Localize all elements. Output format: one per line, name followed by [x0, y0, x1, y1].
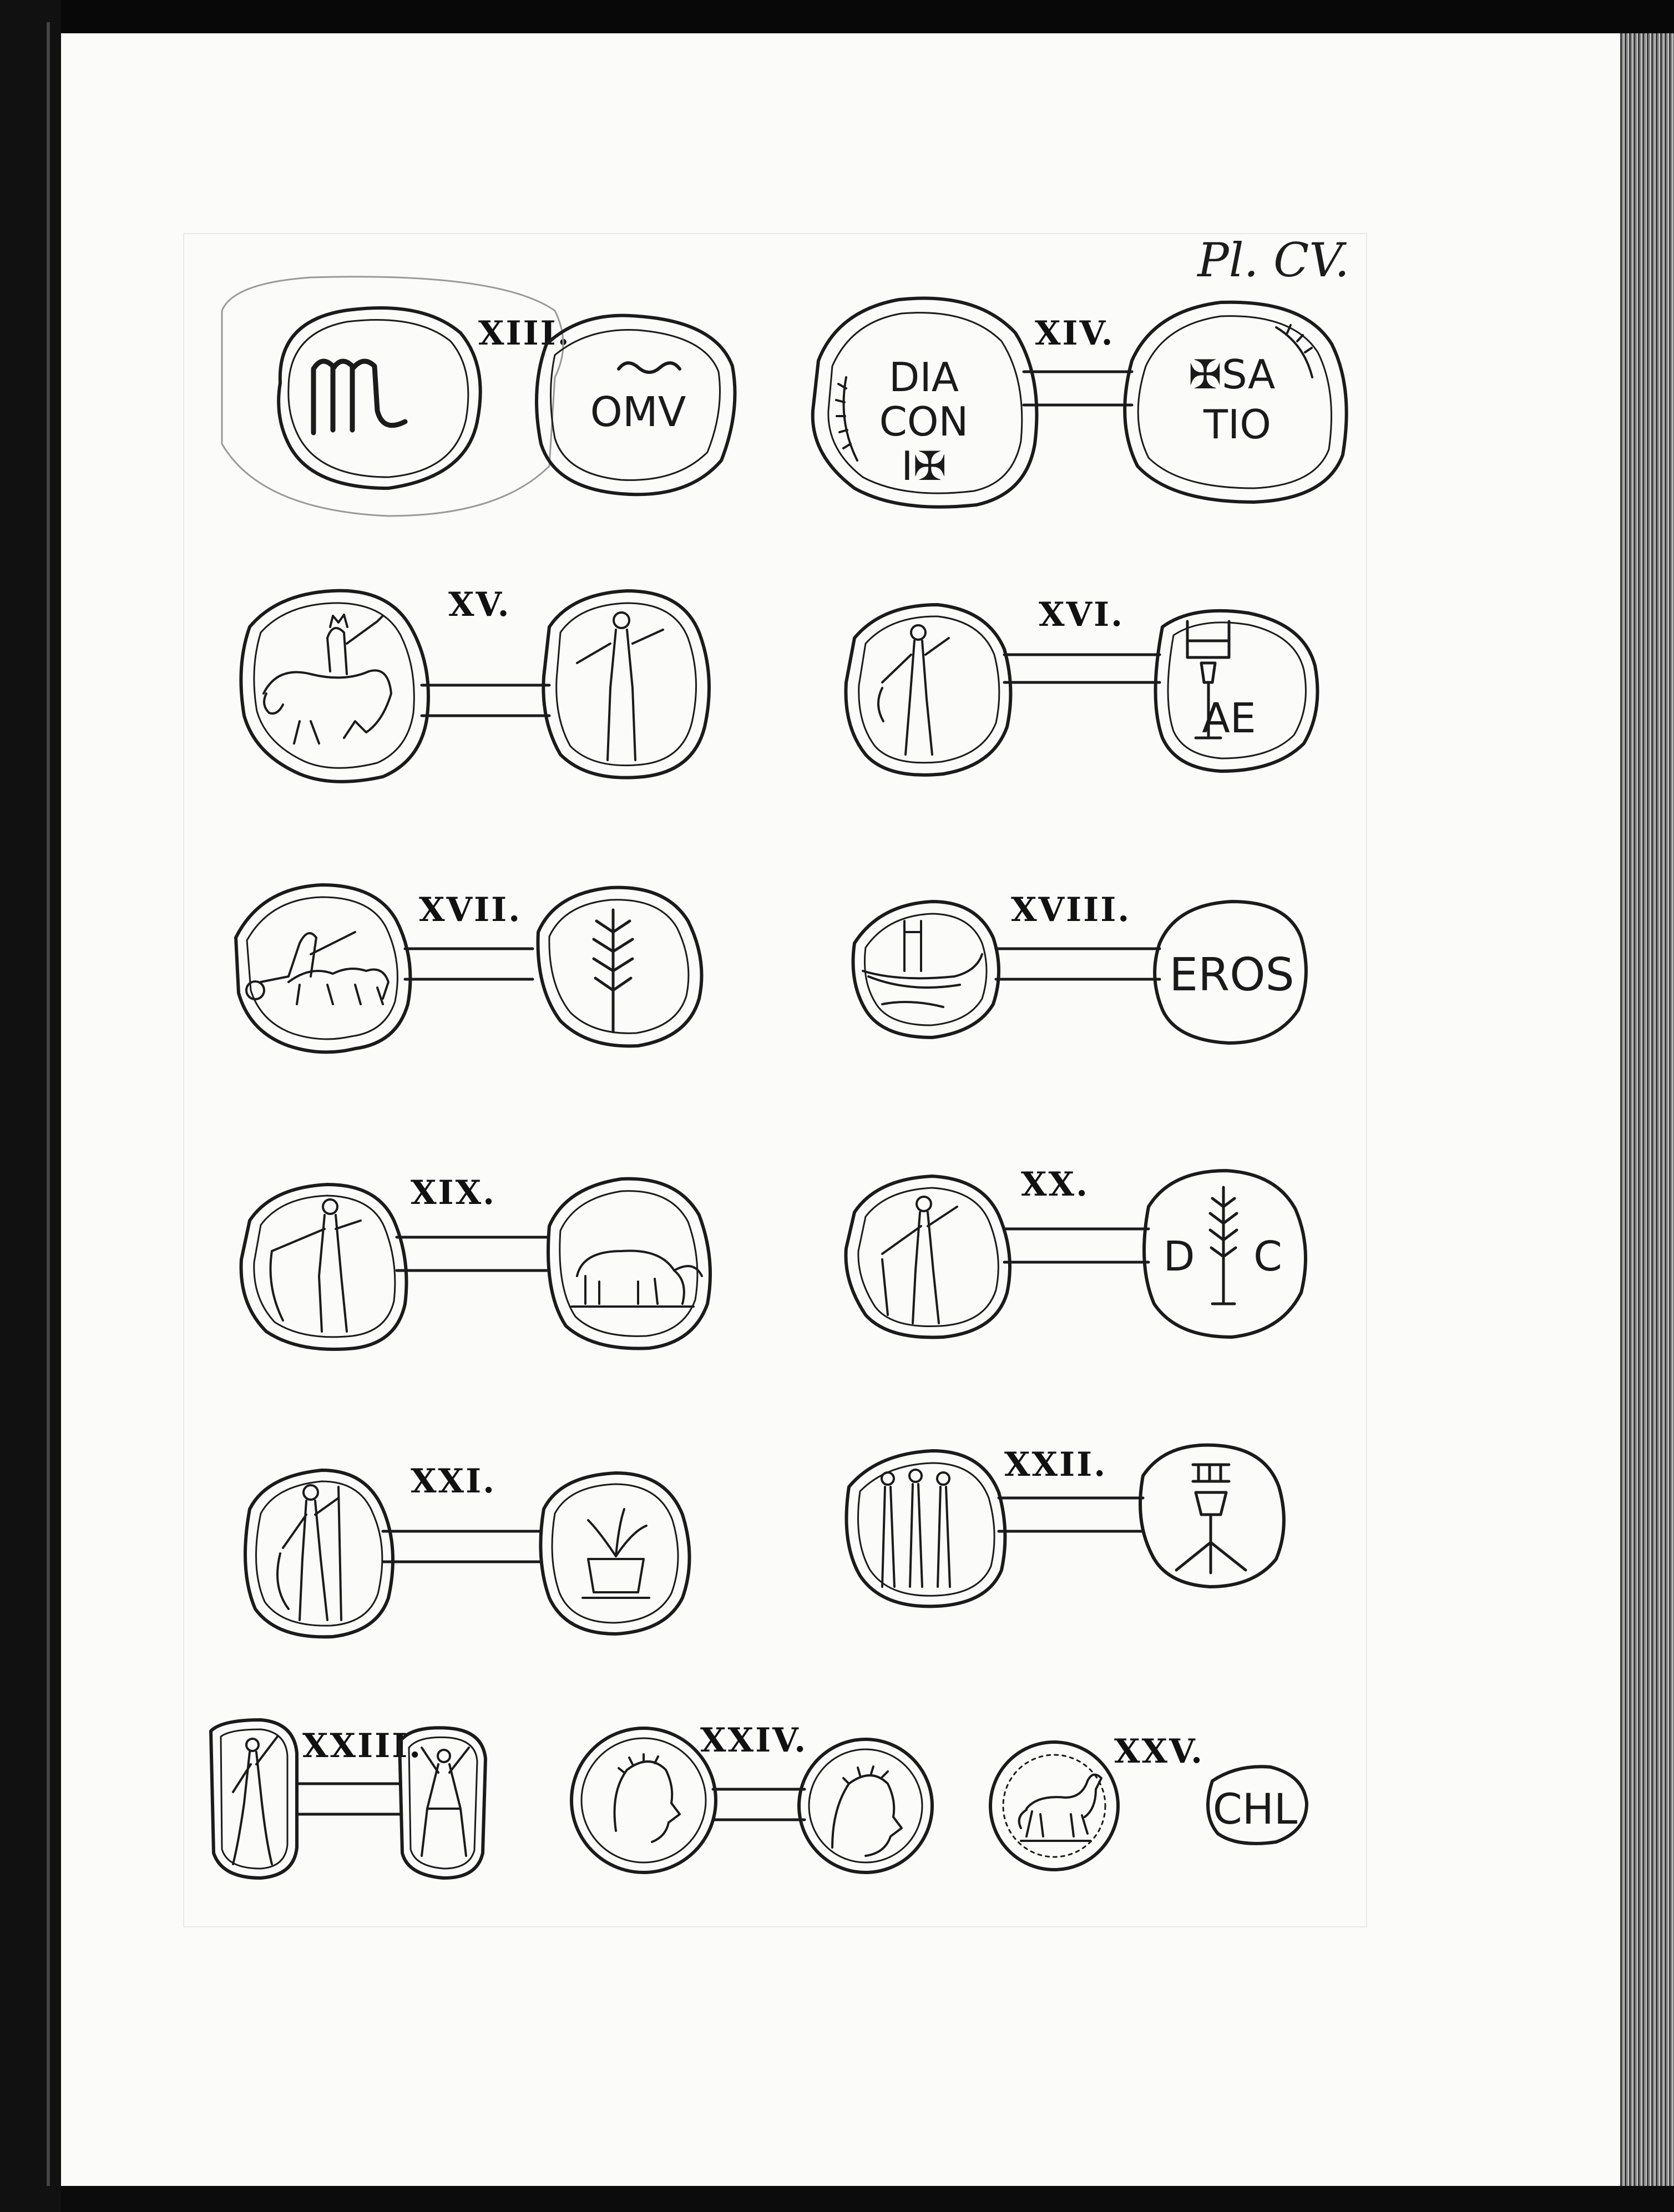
coin-number-13: XIII. — [478, 314, 571, 353]
plant-pot-icon — [583, 1509, 649, 1598]
coin-number-23: XXIII. — [302, 1727, 423, 1765]
coin-22 — [847, 1445, 1284, 1607]
virgo-monogram-icon — [313, 361, 405, 433]
coin-14-reverse-line-2: TIO — [1203, 401, 1271, 448]
coin-13-legend: OMV — [590, 388, 686, 436]
coin-15 — [241, 591, 709, 782]
coin-20 — [846, 1171, 1306, 1338]
victory-figure-icon — [422, 1748, 469, 1856]
coin-18 — [853, 902, 1306, 1043]
coin-number-25: XXV. — [1114, 1732, 1205, 1771]
horse-icon — [1019, 1775, 1101, 1841]
figures-group-icon — [882, 1470, 950, 1587]
coin-14-legend-line-2: CON — [879, 398, 969, 445]
coin-14 — [813, 298, 1347, 507]
coin-21 — [245, 1470, 690, 1637]
coin-14-legend-line-3: I✠ — [901, 443, 947, 489]
palm-branch-icon — [594, 910, 633, 1032]
chariot-icon — [246, 932, 388, 1004]
coin-25 — [990, 1742, 1307, 1870]
coin-18-legend: EROS — [1169, 949, 1294, 1001]
tripod-icon — [1176, 1465, 1246, 1573]
coin-17 — [236, 885, 702, 1052]
standing-figure-icon — [878, 625, 949, 755]
standing-figure-icon — [577, 613, 663, 760]
coin-number-20: XX. — [1021, 1165, 1089, 1204]
standing-figure-icon — [271, 1199, 361, 1332]
coin-number-14: XIV. — [1035, 314, 1115, 353]
coin-number-22: XXII. — [1004, 1445, 1107, 1484]
coin-16-legend: AE — [1202, 695, 1256, 742]
coin-19 — [241, 1179, 710, 1349]
coin-23 — [211, 1720, 485, 1878]
coin-number-15: XV. — [448, 585, 511, 624]
coin-25-legend: CHL — [1212, 1784, 1298, 1834]
coin-14-reverse-line-1: ✠SA — [1188, 351, 1276, 398]
coin-24 — [572, 1728, 932, 1872]
coin-number-19: XIX. — [411, 1173, 497, 1212]
coin-number-17: XVII. — [419, 890, 522, 929]
tree-icon — [1210, 1187, 1237, 1304]
standing-figure-icon — [882, 1197, 957, 1323]
ship-icon — [863, 921, 982, 1007]
standing-figure-icon — [233, 1737, 277, 1864]
laureate-head-icon — [832, 1766, 902, 1856]
laureate-head-icon — [615, 1754, 680, 1842]
coin-16 — [846, 605, 1317, 775]
coin-20-legend-left: D — [1163, 1233, 1195, 1280]
standing-figure-icon — [277, 1485, 341, 1620]
coin-number-18: XVIII. — [1011, 890, 1131, 929]
coin-number-16: XVI. — [1039, 595, 1125, 634]
plate-title: Pl. CV. — [1197, 233, 1349, 287]
elephant-icon — [572, 1251, 702, 1307]
coin-14-legend-line-1: DIA — [889, 354, 959, 401]
coin-number-21: XXI. — [411, 1462, 497, 1501]
coin-13 — [222, 277, 735, 516]
coin-20-legend-right: C — [1253, 1233, 1282, 1280]
rider-on-lion-icon — [264, 615, 391, 743]
coin-number-24: XXIV. — [700, 1721, 808, 1760]
